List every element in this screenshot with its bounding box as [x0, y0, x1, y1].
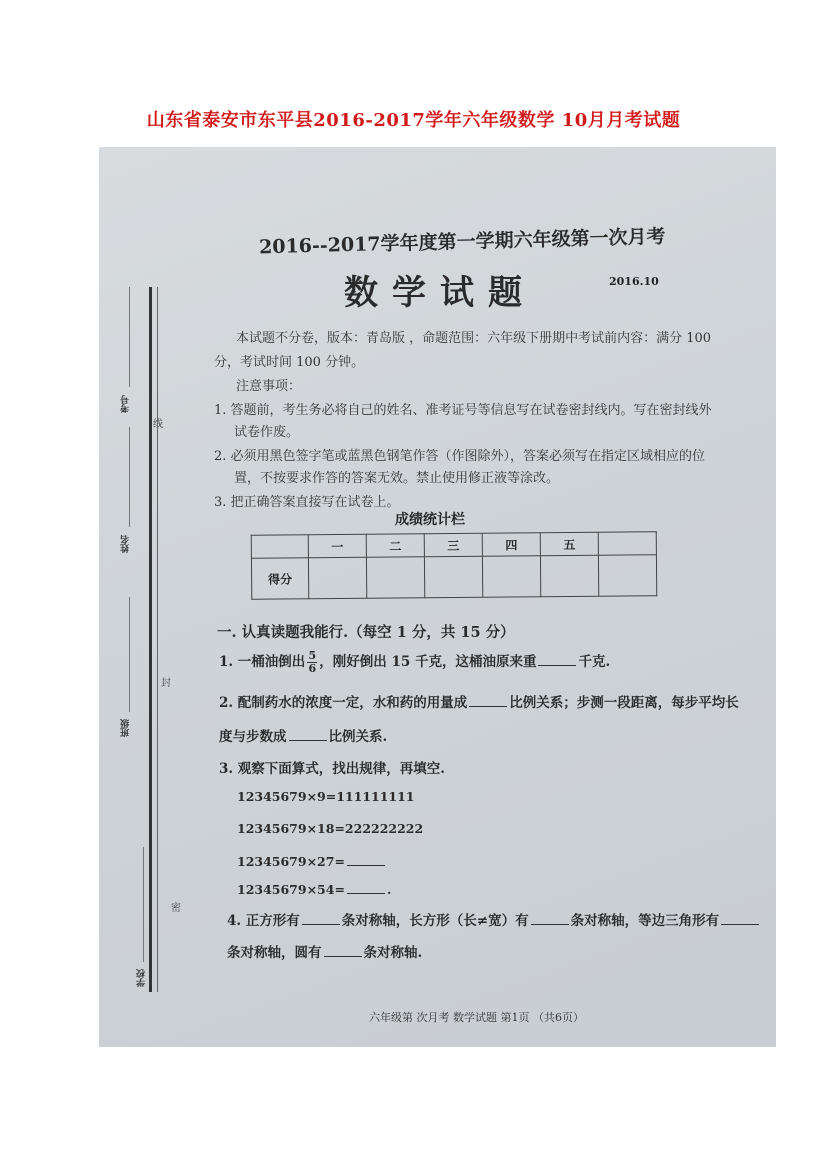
side-label-xingming: 姓名 [121, 535, 131, 553]
answer-blank[interactable] [469, 694, 507, 707]
fraction-denominator: 6 [308, 662, 317, 675]
q1-text: 千克. [578, 654, 611, 670]
answer-blank[interactable] [302, 912, 340, 925]
exam-paper-photo [99, 147, 776, 1047]
question-4-line2 [227, 941, 422, 961]
exam-header: 2016--2017学年度第一学期六年级第一次月考 [258, 225, 666, 259]
notice-item: 置，不按要求作答的答案无效。禁止使用修正液等涂改。 [234, 471, 560, 486]
seal-mark: 封 [161, 678, 171, 689]
page-footer: 六年级第 次月考 数学试题 第1页 （共6页） [369, 1011, 584, 1024]
intro-line: 分，考试时间 100 分钟。 [214, 355, 365, 370]
answer-blank[interactable] [721, 912, 759, 925]
question-3: 3. 观察下面算式，找出规律，再填空. [219, 761, 445, 777]
equation: 12345679×9=111111111 [237, 789, 415, 804]
side-fill-line [129, 427, 130, 527]
score-cell[interactable] [598, 555, 656, 597]
q4-text: 4. 正方形有 [227, 913, 300, 929]
q1-text: ，刚好倒出 15 千克，这桶油原来重 [319, 654, 537, 670]
score-header-cell: 一 [308, 534, 366, 558]
q4-text: 条对称轴，等边三角形有 [570, 913, 720, 929]
question-1 [219, 650, 610, 675]
answer-blank[interactable] [538, 653, 576, 666]
answer-blank[interactable] [531, 912, 569, 925]
equation-text: 12345679×27= [237, 854, 345, 869]
question-2-line1 [219, 691, 739, 711]
q2-text: 度与步数成 [219, 729, 287, 745]
exam-subject: 数学试题 [344, 273, 536, 313]
intro-line: 本试题不分卷，版本：青岛版 ，命题范围：六年级下册期中考试前内容：满分 100 [236, 331, 712, 346]
q2-text: 2. 配制药水的浓度一定，水和药的用量成 [219, 695, 468, 711]
equation-with-blank [237, 881, 391, 897]
score-table [251, 531, 658, 600]
q2-text: 比例关系. [328, 729, 388, 745]
side-fill-line [129, 287, 130, 387]
score-cell[interactable] [540, 555, 598, 597]
side-label-banji: 班级 [121, 719, 131, 737]
side-fill-line [143, 847, 144, 962]
score-header-cell: 三 [424, 533, 482, 557]
notice-item: 3. 把正确答案直接写在试卷上。 [214, 495, 400, 510]
score-cell[interactable] [308, 557, 366, 599]
q2-text: 比例关系；步测一段距离，每步平均长 [509, 695, 739, 711]
side-label-kaohao: 考号 [121, 395, 131, 413]
notice-item: 2. 必须用黑色签字笔或蓝黑色钢笔作答（作图除外），答案必须写在指定区域相应的位 [214, 449, 706, 464]
answer-blank[interactable] [324, 944, 362, 957]
fraction-five-sixths [307, 650, 317, 675]
exam-date: 2016.10 [609, 275, 659, 288]
equation-text: . [386, 882, 392, 897]
q4-text: 条对称轴，长方形（长≠宽）有 [341, 913, 529, 929]
answer-blank[interactable] [289, 728, 327, 741]
q4-text: 条对称轴，圆有 [227, 945, 322, 961]
side-label-xuexiao: 学校 [137, 969, 147, 987]
score-header-cell: 五 [540, 532, 598, 556]
notice-item: 1. 答题前，考生务必将自己的姓名、准考证号等信息写在试卷密封线内。写在密封线外 [214, 403, 712, 418]
seal-mark: 线 [153, 419, 163, 430]
score-header-cell: 四 [482, 533, 540, 557]
question-2-line2 [219, 725, 387, 745]
score-cell[interactable] [482, 556, 540, 598]
score-row-label: 得分 [251, 558, 308, 599]
equation-with-blank [237, 853, 387, 869]
answer-blank[interactable] [347, 881, 385, 894]
answer-blank[interactable] [347, 853, 385, 866]
section-title: 一. 认真读题我能行.（每空 1 分，共 15 分） [217, 624, 515, 641]
question-4-line1 [227, 909, 761, 929]
equation: 12345679×18=222222222 [237, 821, 424, 836]
side-fill-line [129, 597, 130, 712]
binding-line [149, 287, 152, 992]
q1-text: 1. 一桶油倒出 [219, 654, 306, 670]
seal-mark: 密 [171, 903, 181, 914]
score-cell[interactable] [366, 557, 424, 599]
score-header-cell [251, 535, 308, 558]
equation-text: 12345679×54= [237, 882, 345, 897]
binding-line-thin [157, 287, 158, 992]
fraction-numerator: 5 [308, 649, 317, 662]
notice-item: 试卷作废。 [234, 425, 300, 440]
score-table-title: 成绩统计栏 [395, 512, 465, 528]
document-title: 山东省泰安市东平县2016-2017学年六年级数学 10月月考试题 [146, 110, 681, 131]
score-header-cell: 二 [366, 534, 424, 558]
score-header-cell [598, 532, 656, 556]
notice-title: 注意事项： [236, 379, 302, 394]
q4-text: 条对称轴. [363, 945, 423, 961]
score-cell[interactable] [424, 556, 482, 598]
